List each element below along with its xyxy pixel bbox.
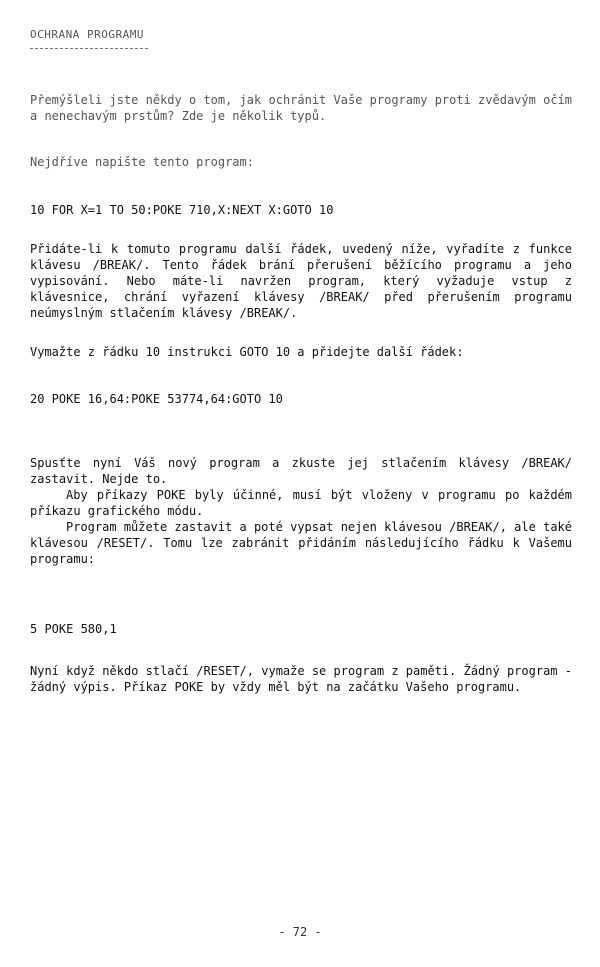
heading-underline <box>30 48 148 49</box>
run-now-paragraph: Spusťte nyní Váš nový program a zkuste jej stlačením klávesy /BREAK/ zastavit. Nejde to. <box>30 456 572 486</box>
code-line-10: 10 FOR X=1 TO 50:POKE 710,X:NEXT X:GOTO 10 <box>30 203 334 217</box>
page-number: - 72 - <box>278 925 322 939</box>
add-line-paragraph: Přidáte-li k tomuto programu další řádek, uvedený níže, vyřadíte z funkce klávesu /BREAK/. Tento řádek brání přerušení běžícího programu a jeho vypisování. Nebo máte-li navržen program, který vyžaduje vstup z klávesnice, chrání vyřazení klávesy /BREAK/ před přerušením programu neúmyslným stlačením klávesy /BREAK/. <box>30 242 572 320</box>
first-write-paragraph: Nejdříve napište tento program: <box>30 155 254 169</box>
section-heading: OCHRANA PROGRAMU <box>30 28 144 41</box>
intro-paragraph: Přemýšleli jste někdy o tom, jak ochránit Vaše programy proti zvědavým očím a nenechavým prstům? Zde je několik typů. <box>30 93 572 123</box>
code-line-5: 5 POKE 580,1 <box>30 622 117 636</box>
poke-effective-paragraph: Aby příkazy POKE byly účinné, musí být vloženy v programu po každém příkazu grafického módu. <box>30 488 572 518</box>
code-line-20: 20 POKE 16,64:POKE 53774,64:GOTO 10 <box>30 392 283 406</box>
final-paragraph: Nyní když někdo stlačí /RESET/, vymaže se program z paměti. Žádný program - žádný výpis. Příkaz POKE by vždy měl být na začátku Vašeho programu. <box>30 664 572 694</box>
delete-goto-paragraph: Vymažte z řádku 10 instrukci GOTO 10 a přidejte další řádek: <box>30 345 464 359</box>
reset-stop-paragraph: Program můžete zastavit a poté vypsat nejen klávesou /BREAK/, ale také klávesou /RESET/. Tomu lze zabránit přidáním následujícího řádku k Vašemu programu: <box>30 520 572 566</box>
